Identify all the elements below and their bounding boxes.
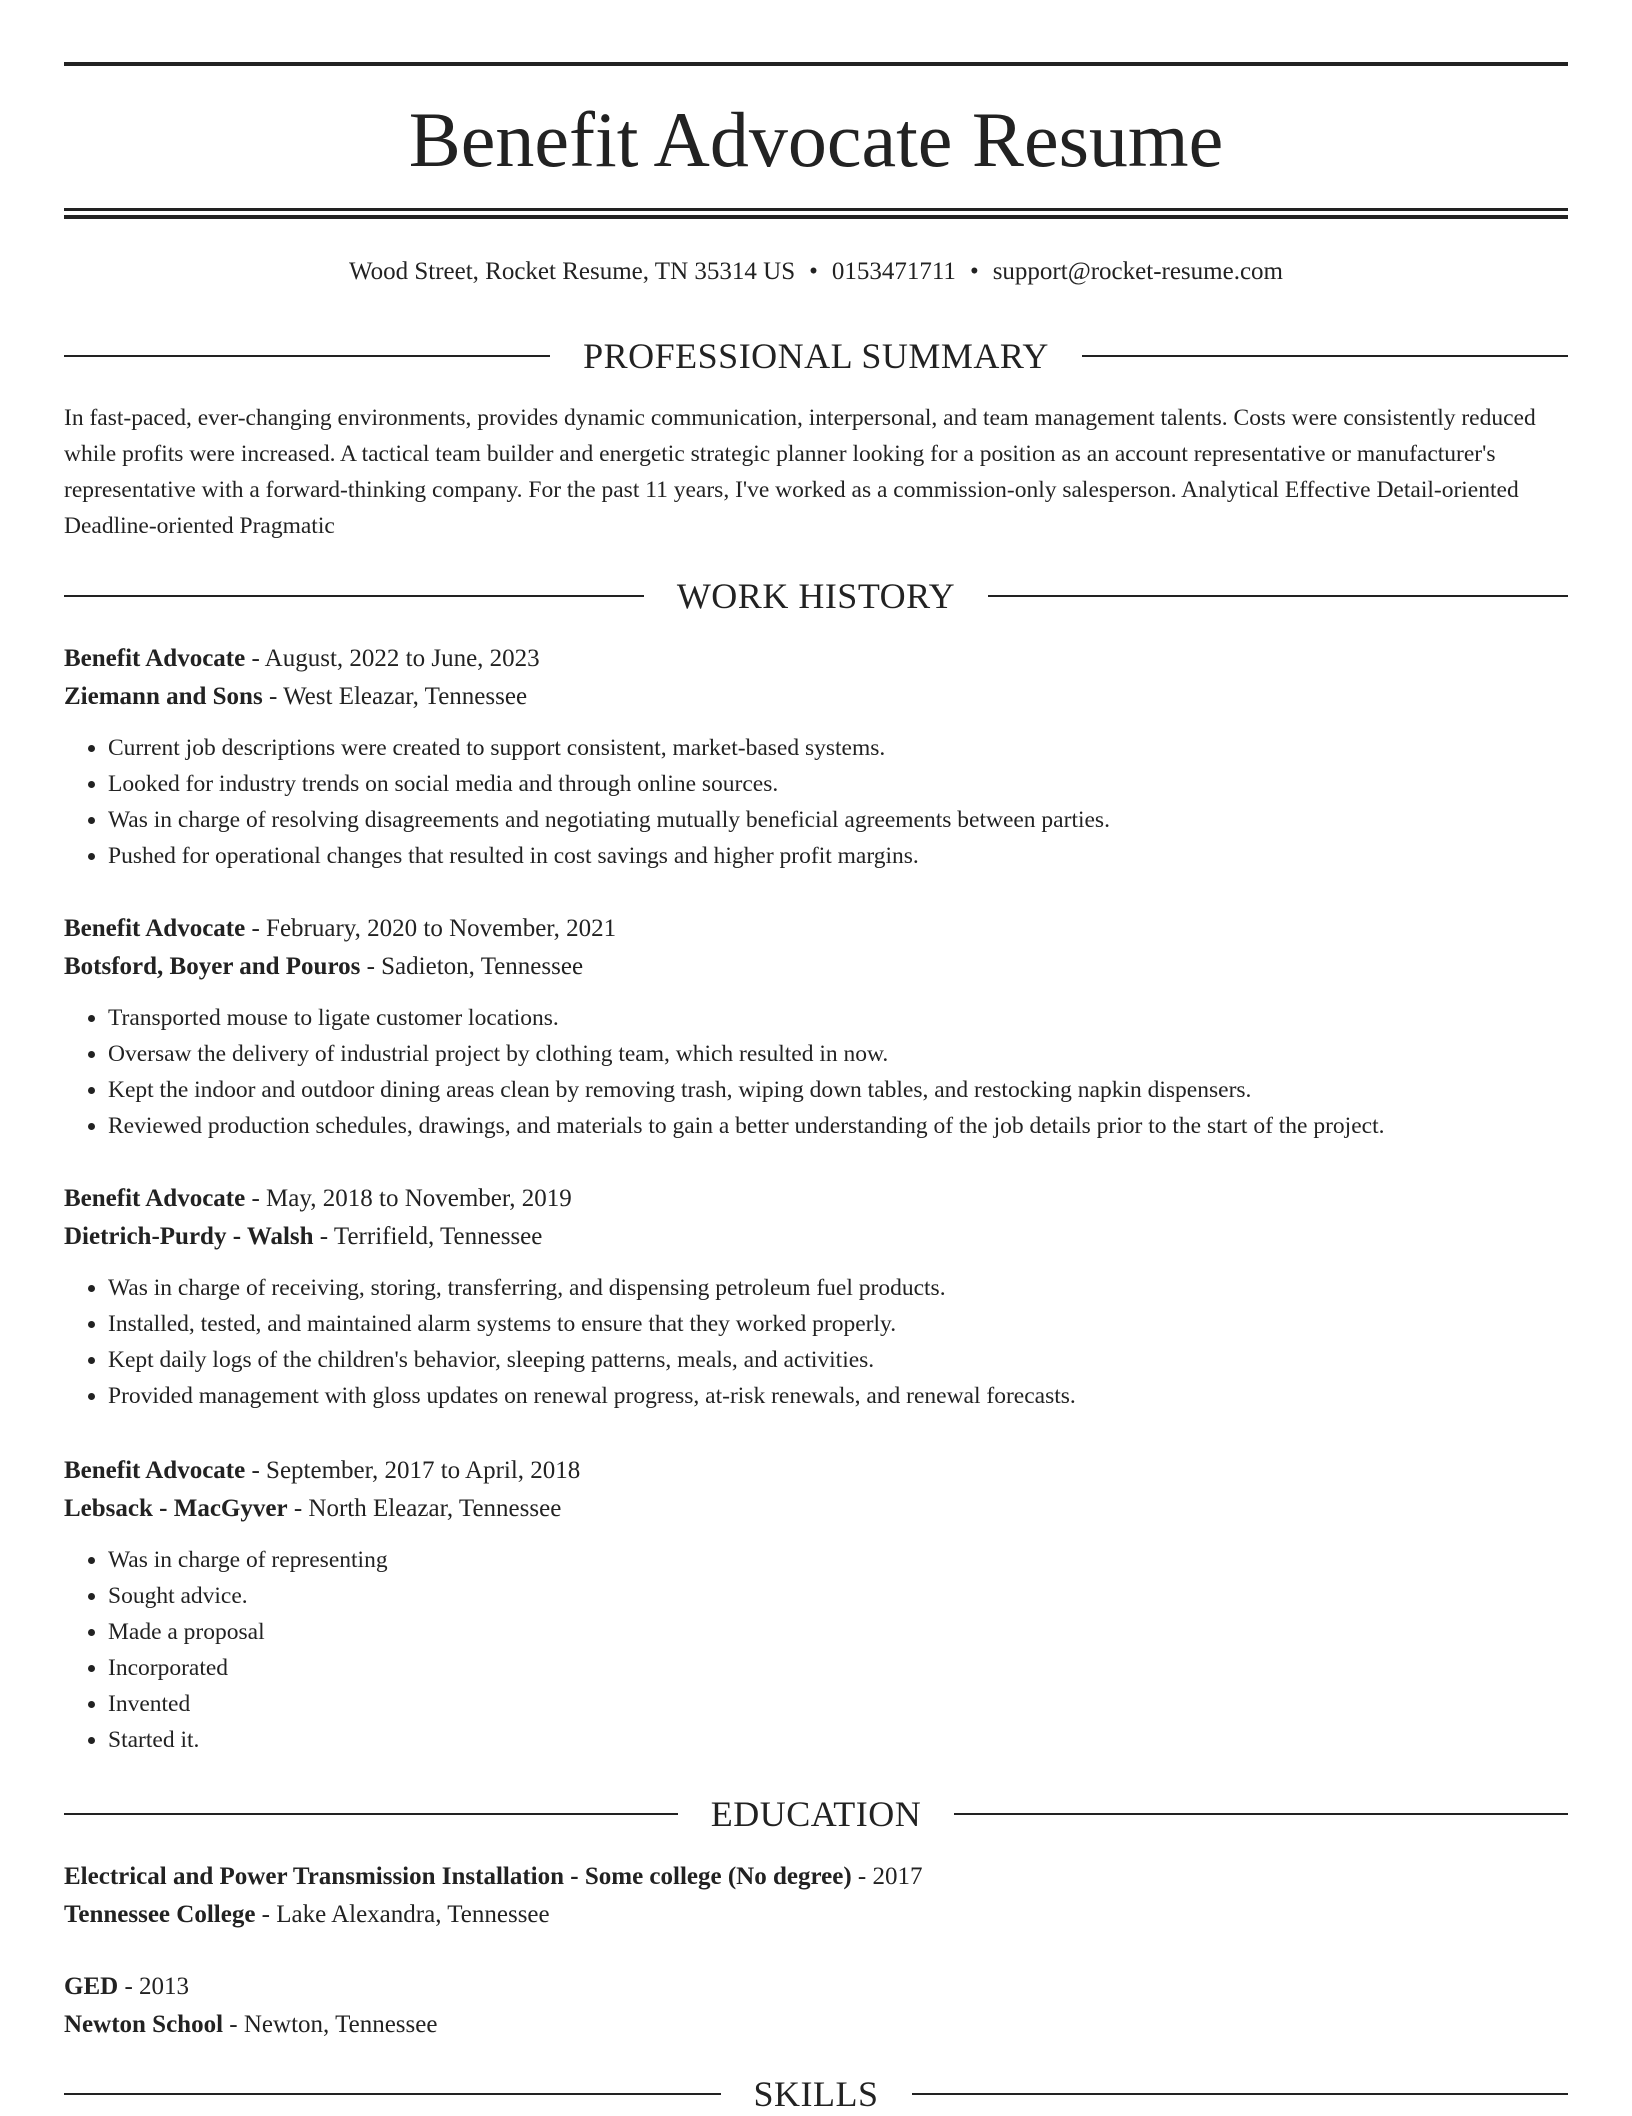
education-degree: Electrical and Power Transmission Installation - Some college (No degree) bbox=[64, 1863, 852, 1890]
title-rule-lower bbox=[64, 215, 1568, 219]
education-school-line bbox=[64, 2006, 1568, 2044]
contact-email: support@rocket-resume.com bbox=[992, 258, 1283, 285]
list-item: • Made a proposal bbox=[108, 1614, 1568, 1650]
top-rule bbox=[64, 62, 1568, 66]
job-bullets bbox=[64, 730, 1568, 874]
list-item: • Was in charge of representing bbox=[108, 1542, 1568, 1578]
list-item: • Oversaw the delivery of industrial project by clothing team, which resulted in now. bbox=[108, 1036, 1568, 1072]
education-degree: GED bbox=[64, 1973, 119, 2000]
section-title: SKILLS bbox=[753, 2074, 879, 2114]
job-entry bbox=[64, 910, 1568, 1144]
job-bullets bbox=[64, 1542, 1568, 1758]
list-item: • Kept the indoor and outdoor dining areas clean by removing trash, wiping down tables, and restocking napkin dispensers. bbox=[108, 1072, 1568, 1108]
education-school: Newton School bbox=[64, 2011, 224, 2038]
job-company-line bbox=[64, 948, 1568, 986]
section-rule-left bbox=[64, 1813, 678, 1815]
summary-paragraph: In fast-paced, ever-changing environments, provides dynamic communication, interpersonal, and team management talents. Costs were consistently reduced while profits were increased. A tactical team builder and energetic strategic planner looking for a position as an account representative or manufacturer's representative with a forward-thinking company. For the past 11 years, I've worked as a commission-only salesperson. Analytical Effective Detail-oriented Deadline-oriented Pragmatic bbox=[64, 405, 1536, 539]
section-rule-left bbox=[64, 2093, 721, 2095]
section-rule-right bbox=[912, 2093, 1569, 2095]
job-dates: - August, 2022 to June, 2023 bbox=[251, 645, 540, 672]
title-rule-upper bbox=[64, 208, 1568, 211]
section-rule-left bbox=[64, 595, 644, 597]
job-title: Benefit Advocate bbox=[64, 645, 246, 672]
list-item: • Looked for industry trends on social media and through online sources. bbox=[108, 766, 1568, 802]
job-title: Benefit Advocate bbox=[64, 1185, 246, 1212]
education-year: - 2013 bbox=[124, 1973, 190, 2000]
job-location: - Terrifield, Tennessee bbox=[319, 1223, 543, 1250]
contact-separator: • bbox=[809, 258, 818, 285]
job-title-line bbox=[64, 910, 1568, 948]
job-location: - Sadieton, Tennessee bbox=[366, 953, 584, 980]
education-school: Tennessee College bbox=[64, 1901, 256, 1928]
section-rule-left bbox=[64, 355, 550, 357]
job-dates: - May, 2018 to November, 2019 bbox=[251, 1185, 572, 1212]
job-dates: - September, 2017 to April, 2018 bbox=[251, 1457, 581, 1484]
list-item: • Sought advice. bbox=[108, 1578, 1568, 1614]
job-title-line bbox=[64, 1452, 1568, 1490]
list-item: • Started it. bbox=[108, 1722, 1568, 1758]
section-heading-skills bbox=[64, 2072, 1568, 2116]
job-bullets bbox=[64, 1270, 1568, 1414]
job-title: Benefit Advocate bbox=[64, 1457, 246, 1484]
education-location: - Lake Alexandra, Tennessee bbox=[261, 1901, 550, 1928]
list-item: • Installed, tested, and maintained alarm systems to ensure that they worked properly. bbox=[108, 1306, 1568, 1342]
section-title: WORK HISTORY bbox=[676, 576, 956, 616]
job-company-line bbox=[64, 1218, 1568, 1256]
education-degree-line bbox=[64, 1968, 1568, 2006]
list-item: • Invented bbox=[108, 1686, 1568, 1722]
section-heading-education bbox=[64, 1792, 1568, 1836]
section-title: EDUCATION bbox=[710, 1794, 922, 1834]
job-location: - North Eleazar, Tennessee bbox=[293, 1495, 562, 1522]
list-item: • Was in charge of receiving, storing, transferring, and dispensing petroleum fuel products. bbox=[108, 1270, 1568, 1306]
education-location: - Newton, Tennessee bbox=[229, 2011, 438, 2038]
list-item: • Kept daily logs of the children's behavior, sleeping patterns, meals, and activities. bbox=[108, 1342, 1568, 1378]
job-title-line bbox=[64, 1180, 1568, 1218]
job-dates: - February, 2020 to November, 2021 bbox=[251, 915, 617, 942]
job-bullets bbox=[64, 1000, 1568, 1144]
list-item: • Was in charge of resolving disagreements and negotiating mutually beneficial agreements between parties. bbox=[108, 802, 1568, 838]
list-item: • Transported mouse to ligate customer locations. bbox=[108, 1000, 1568, 1036]
page-title: Benefit Advocate Resume bbox=[408, 96, 1224, 183]
job-company: Botsford, Boyer and Pouros bbox=[64, 953, 361, 980]
job-title: Benefit Advocate bbox=[64, 915, 246, 942]
job-company: Ziemann and Sons bbox=[64, 683, 263, 710]
education-entry bbox=[64, 1858, 1568, 1934]
job-location: - West Eleazar, Tennessee bbox=[268, 683, 528, 710]
list-item: • Reviewed production schedules, drawings, and materials to gain a better understanding of the job details prior to the start of the project. bbox=[108, 1108, 1568, 1144]
list-item: • Current job descriptions were created to support consistent, market-based systems. bbox=[108, 730, 1568, 766]
education-school-line bbox=[64, 1896, 1568, 1934]
education-degree-line bbox=[64, 1858, 1568, 1896]
list-item: • Provided management with gloss updates on renewal progress, at-risk renewals, and renewal forecasts. bbox=[108, 1378, 1568, 1414]
job-entry bbox=[64, 1452, 1568, 1758]
section-heading-summary bbox=[64, 334, 1568, 378]
education-entry bbox=[64, 1968, 1568, 2044]
contact-separator: • bbox=[969, 258, 979, 285]
job-title-line bbox=[64, 640, 1568, 678]
job-company-line bbox=[64, 1490, 1568, 1528]
list-item: • Incorporated bbox=[108, 1650, 1568, 1686]
job-entry bbox=[64, 640, 1568, 874]
section-rule-right bbox=[954, 1813, 1568, 1815]
contact-phone: 0153471711 bbox=[831, 258, 956, 285]
job-entry bbox=[64, 1180, 1568, 1414]
contact-line bbox=[64, 254, 1568, 290]
job-company: Lebsack - MacGyver bbox=[64, 1495, 288, 1522]
job-company-line bbox=[64, 678, 1568, 716]
section-rule-right bbox=[988, 595, 1568, 597]
list-item: • Pushed for operational changes that resulted in cost savings and higher profit margins. bbox=[108, 838, 1568, 874]
contact-address: Wood Street, Rocket Resume, TN 35314 US bbox=[349, 258, 796, 285]
section-rule-right bbox=[1082, 355, 1568, 357]
section-title: PROFESSIONAL SUMMARY bbox=[583, 336, 1049, 376]
job-company: Dietrich-Purdy - Walsh bbox=[64, 1223, 314, 1250]
section-heading-work-history bbox=[64, 574, 1568, 618]
education-year: - 2017 bbox=[857, 1863, 923, 1890]
